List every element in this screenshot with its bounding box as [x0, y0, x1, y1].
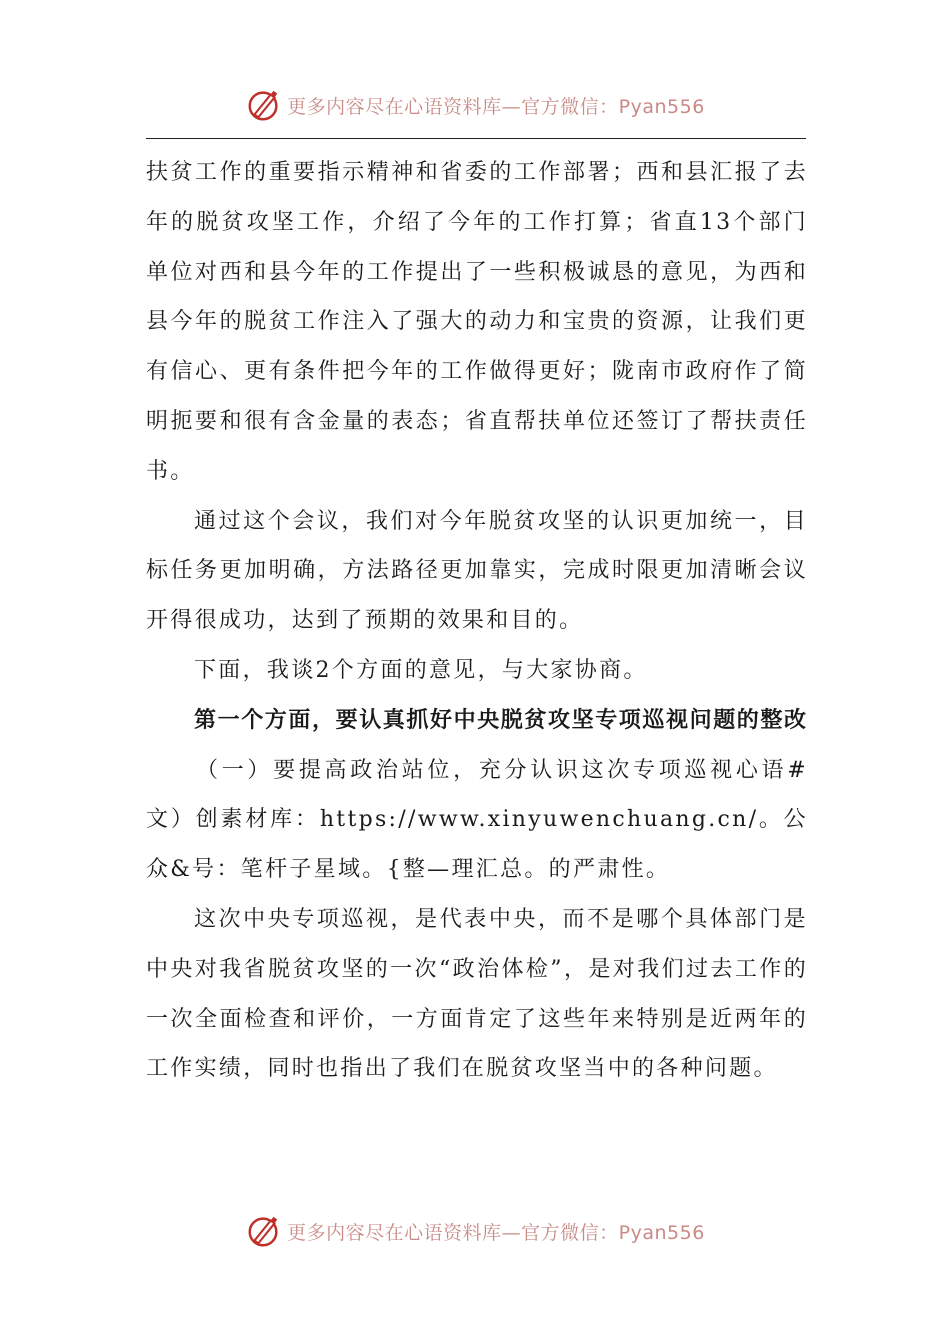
paragraph-4: 这次中央专项巡视，是代表中央，而不是哪个具体部门是中央对我省脱贫攻坚的一次“政治体检”，是对我们过去工作的一次全面检查和评价，一方面肯定了这些年来特别是近两年的工作实绩，同时也指出了我们在脱贫攻坚当中的各种问题。 [146, 906, 808, 1082]
header-banner-text: 更多内容尽在心语资料库—官方微信：Pyan556 [287, 95, 705, 118]
document-body [146, 148, 808, 1094]
subsection-heading: （一）要提高政治站位，充分认识这次专项巡视心语#文）创素材库：https://www.xinyuwenchuang.cn/。公众&号：笔杆子星域。{整—理汇总。的严肃性。 [146, 757, 808, 883]
header-wechat-id: Pyan556 [618, 95, 705, 118]
pen-circle-logo-icon [245, 1212, 283, 1250]
section-heading: 第一个方面，要认真抓好中央脱贫攻坚专项巡视问题的整改 [194, 706, 808, 733]
footer-banner-text: 更多内容尽在心语资料库—官方微信：Pyan556 [287, 1221, 705, 1244]
paragraph-1: 扶贫工作的重要指示精神和省委的工作部署；西和县汇报了去年的脱贫攻坚工作，介绍了今年的工作打算；省直13个部门单位对西和县今年的工作提出了一些积极诚恳的意见，为西和县今年的脱贫工作注入了强大的动力和宝贵的资源，让我们更有信心、更有条件把今年的工作做得更好；陇南市政府作了简明扼要和很有含金量的表态；省直帮扶单位还签订了帮扶责任书。 [146, 160, 808, 484]
paragraph-2: 通过这个会议，我们对今年脱贫攻坚的认识更加统一，目标任务更加明确，方法路径更加靠实，完成时限更加清晰会议开得很成功，达到了预期的效果和目的。 [146, 508, 808, 634]
header-divider [146, 138, 806, 139]
header-banner [0, 84, 950, 126]
footer-banner [0, 1210, 950, 1252]
paragraph-3: 下面，我谈2个方面的意见，与大家协商。 [194, 657, 648, 683]
footer-wechat-id: Pyan556 [618, 1221, 705, 1244]
pen-circle-logo-icon [245, 86, 283, 124]
